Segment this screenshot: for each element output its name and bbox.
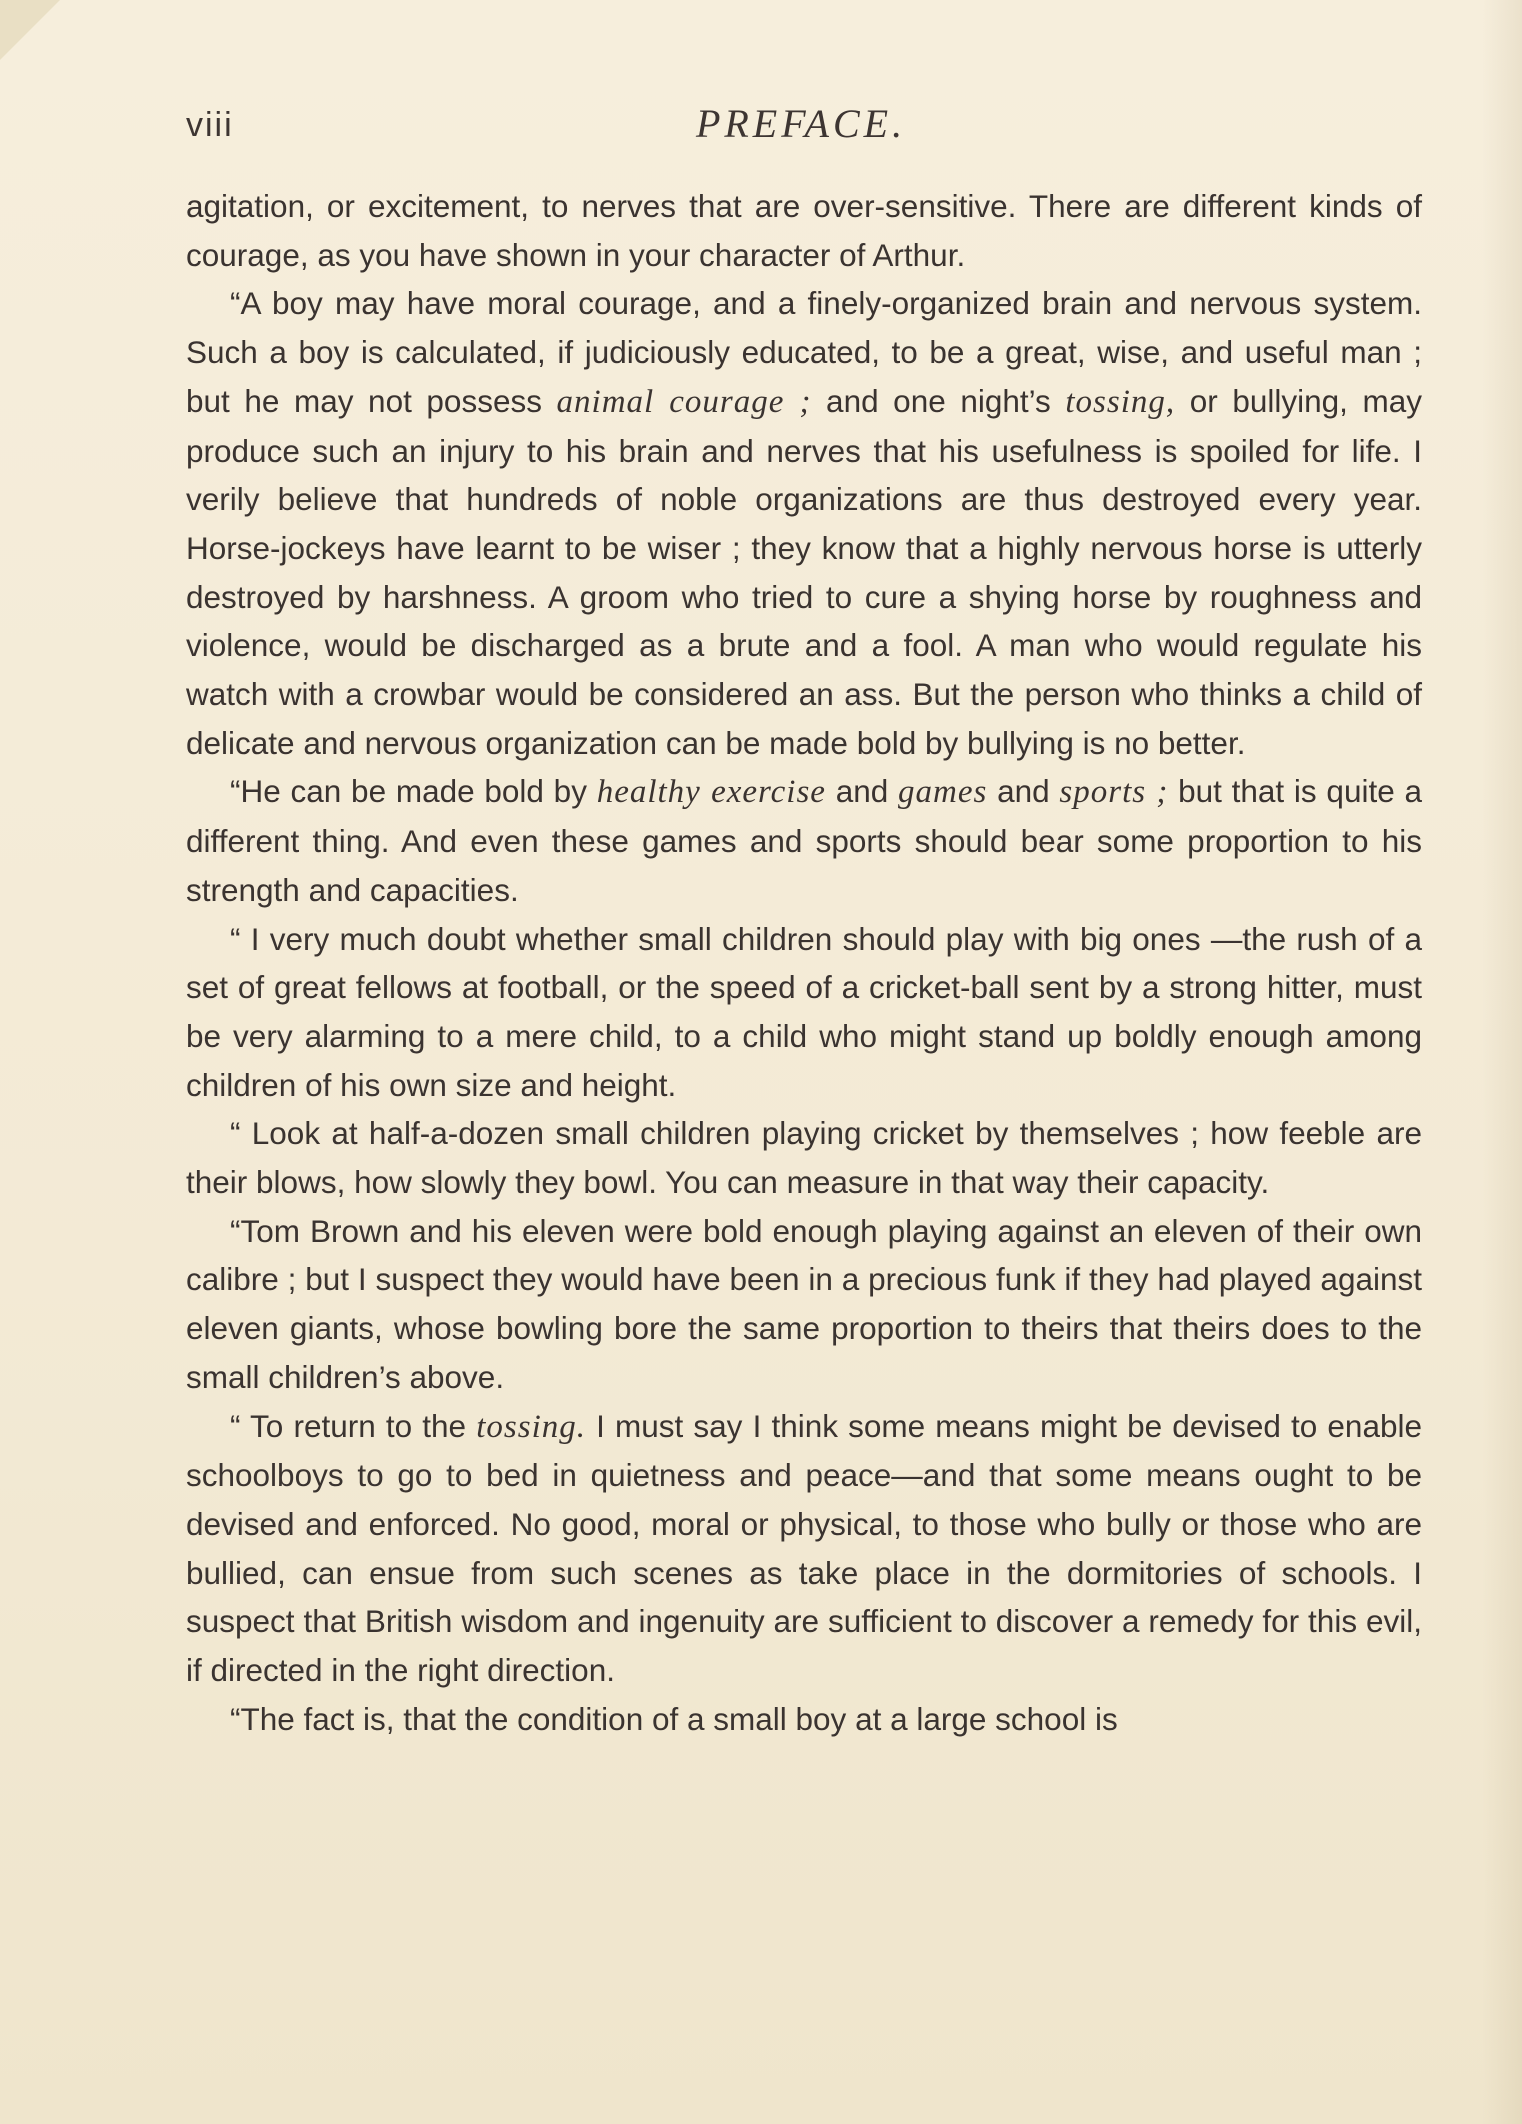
text-run: “ To return to the bbox=[230, 1407, 477, 1444]
paragraph-p3 bbox=[186, 767, 1422, 914]
text-run: agitation, or excitement, to nerves that are over-sensitive. There are different kinds of courage, as you have shown in your character of Arthur. bbox=[186, 188, 1422, 273]
running-title: PREFACE. bbox=[695, 101, 907, 146]
italic-phrase: games bbox=[898, 774, 988, 811]
paragraph-p5 bbox=[186, 1109, 1422, 1206]
text-run: “The fact is, that the condition of a small boy at a large school is bbox=[230, 1700, 1118, 1737]
page-edge bbox=[1482, 0, 1522, 2124]
italic-phrase: tossing, bbox=[1065, 383, 1176, 420]
text-run: and bbox=[987, 773, 1060, 810]
paragraph-p4 bbox=[186, 915, 1422, 1110]
paragraph-p6 bbox=[186, 1207, 1422, 1402]
paragraph-p7 bbox=[186, 1402, 1422, 1695]
text-run: or bullying, may produce such an injury to his brain and nerves that his usefulness is spoiled for life. I verily believe that hundreds of noble organizations are thus destroyed every year. Horse-jockeys have learnt to be wiser ; they know that a highly nervous horse is utterly destroyed by harshness. A groom who tried to cure a shying horse by roughness and violence, would be discharged as a brute and a fool. A man who would regulate his watch with a crowbar would be considered an ass. But the person who thinks a child of delicate and nervous organization can be made bold by bullying is no better. bbox=[186, 382, 1422, 761]
paragraph-p2 bbox=[186, 279, 1422, 767]
text-run: “Tom Brown and his eleven were bold enough playing against an eleven of their own calibre ; but I suspect they would have been in a precious funk if they had played against eleven giants, whose bowling bore the same proportion to theirs that theirs does to the small children’s above. bbox=[186, 1212, 1422, 1395]
body-text bbox=[186, 182, 1422, 1744]
italic-phrase: animal courage ; bbox=[556, 383, 812, 420]
page-header bbox=[186, 100, 1416, 160]
paragraph-p8 bbox=[186, 1695, 1422, 1744]
paragraph-p1 bbox=[186, 182, 1422, 279]
page-corner bbox=[0, 0, 60, 60]
text-run: “A boy may have moral courage, and a finely-organized brain and nervous system. Such a boy is calculated, if judiciously educated, to be a great, wise, and useful man ; but he may not possess bbox=[186, 285, 1422, 419]
italic-phrase: sports ; bbox=[1059, 774, 1169, 811]
text-run: but that is quite a different thing. And even these games and sports should bear some proportion to his strength and capacities. bbox=[186, 773, 1422, 908]
page-number: viii bbox=[186, 106, 234, 144]
text-run: and one night’s bbox=[811, 382, 1066, 419]
text-run: and bbox=[825, 773, 899, 810]
text-run: I must say I think some means might be devised to enable schoolboys to go to bed in quietness and peace—and that some means ought to be devised and enforced. No good, moral or physical, to those who bully or those who are bullied, can ensue from such scenes as take place in the dormitories of schools. I suspect that British wisdom and ingenuity are sufficient to discover a remedy for this evil, if directed in the right direction. bbox=[186, 1407, 1423, 1689]
italic-phrase: healthy exercise bbox=[596, 774, 826, 811]
text-run: “He can be made bold by bbox=[230, 773, 597, 810]
text-run: “ Look at half-a-dozen small children playing cricket by themselves ; how feeble are their blows, how slowly they bowl. You can measure in that way their capacity. bbox=[186, 1115, 1422, 1201]
text-run: “ I very much doubt whether small children should play with big ones —the rush of a set of great fellows at football, or the speed of a cricket-ball sent by a strong hitter, must be very alarming to a mere child, to a child who might stand up boldly enough among children of his own size and height. bbox=[186, 920, 1422, 1103]
italic-phrase: tossing. bbox=[476, 1408, 586, 1445]
